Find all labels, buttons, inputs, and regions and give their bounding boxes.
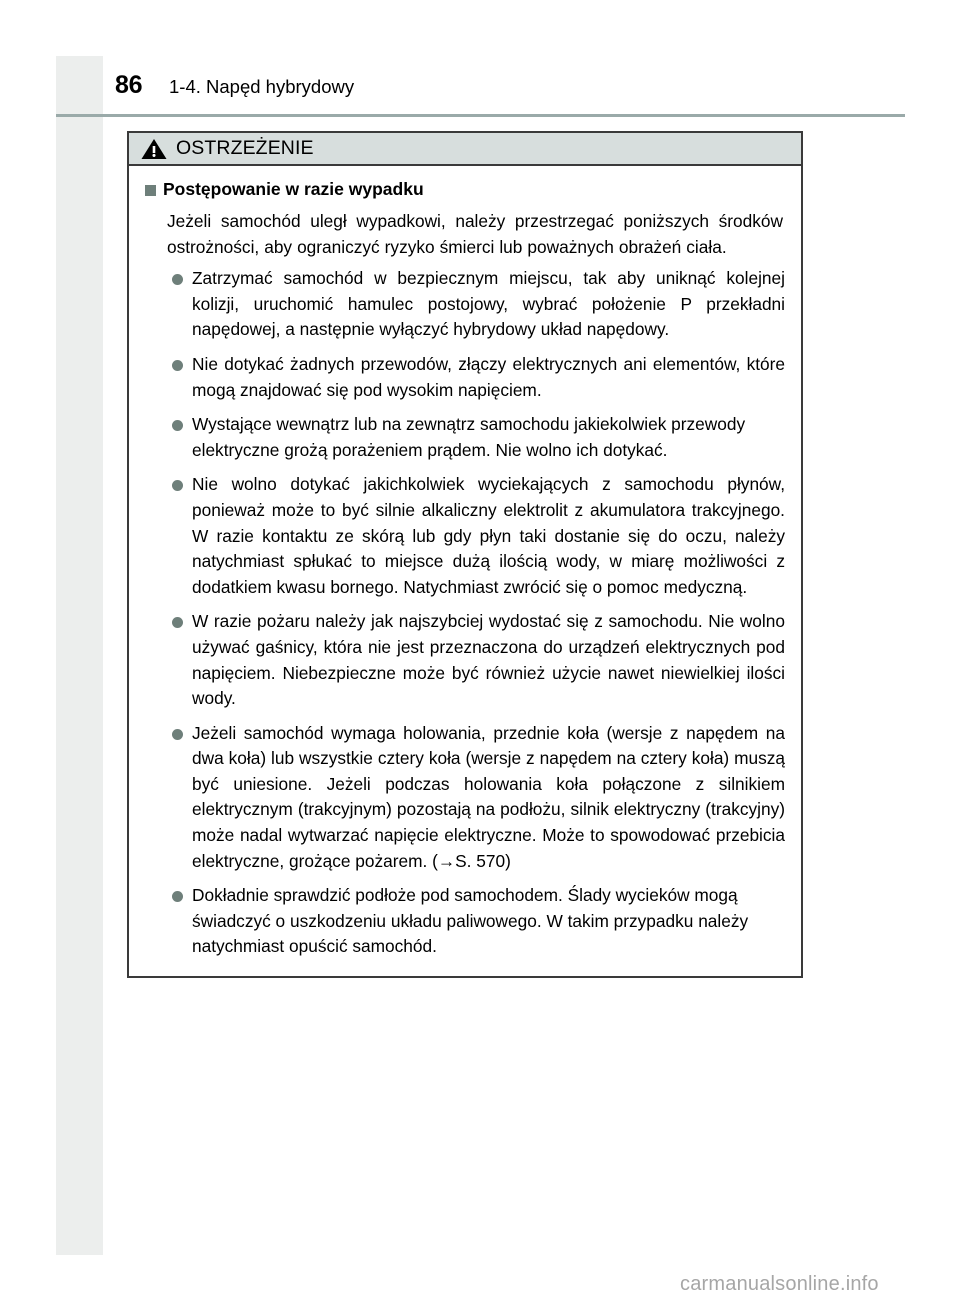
list-item-text: W razie pożaru należy jak najszybciej wydostać się z samochodu. Nie wolno używać gaśnicy, która nie jest przeznaczona do urządzeń elektrycznych pod napięciem. Niebezpieczne może być również użycie nawet niewielkiej ilości wody.	[192, 611, 785, 709]
round-bullet-icon	[172, 617, 183, 628]
list-item	[145, 266, 785, 343]
round-bullet-icon	[172, 360, 183, 371]
square-bullet-icon	[145, 185, 156, 196]
list-item	[145, 609, 785, 711]
list-item	[145, 352, 785, 403]
round-bullet-icon	[172, 274, 183, 285]
section-heading	[145, 179, 785, 200]
warning-triangle-icon	[141, 138, 167, 160]
intro-paragraph: Jeżeli samochód uległ wypadkowi, należy przestrzegać poniższych środków ostrożności, aby ograniczyć ryzyko śmierci lub poważnych obrażeń ciała.	[167, 211, 783, 257]
list-item-text: Zatrzymać samochód w bezpiecznym miejscu, tak aby uniknąć kolejnej kolizji, uruchomić hamulec postojowy, wybrać położenie P przekładni napędowej, a następnie wyłączyć hybrydowy układ napędowy.	[192, 268, 785, 340]
list-item-text: Wystające wewnątrz lub na zewnątrz samochodu jakiekolwiek przewody elektryczne grożą porażeniem prądem. Nie wolno ich dotykać.	[192, 414, 746, 460]
page-title: 1-4. Napęd hybrydowy	[169, 76, 355, 97]
list-item-text: Jeżeli samochód wymaga holowania, przednie koła (wersje z napędem na dwa koła) lub wszystkie cztery koła (wersje z napędem na cztery koła) muszą być uniesione. Jeżeli podczas holowania koła połączone z silnikiem elektrycznym (trakcyjnym) pozostają na podłożu, silnik elektryczny (trakcyjny) może nadal wytwarzać napięcie elektryczne. Może to spowodować przebicia elektryczne, grożące pożarem. (→S. 570)	[192, 722, 785, 871]
list-item	[145, 472, 785, 600]
round-bullet-icon	[172, 891, 183, 902]
list-item-text: Nie wolno dotykać jakichkolwiek wyciekających z samochodu płynów, ponieważ może to być silnie alkaliczny elektrolit z akumulatora trakcyjnego. W razie kontaktu ze skórą lub gdy płyn taki dostanie się do oczu, należy natychmiast spłukać to miejsce dużą ilością wody, w miarę możliwości z dodatkiem kwasu bornego. Natychmiast zwrócić się o pomoc medyczną.	[192, 474, 785, 597]
section-heading-label: Postępowanie w razie wypadku	[163, 179, 424, 199]
warning-box	[127, 131, 803, 978]
round-bullet-icon	[172, 729, 183, 740]
warning-bullet-list	[145, 266, 785, 960]
round-bullet-icon	[172, 480, 183, 491]
site-watermark: carmanualsonline.info	[680, 1273, 879, 1295]
header-divider	[56, 114, 905, 117]
page-header	[103, 56, 865, 112]
round-bullet-icon	[172, 420, 183, 431]
warning-box-header	[129, 133, 801, 166]
chapter-tab-strip	[56, 56, 103, 1255]
warning-header-label: OSTRZEŻENIE	[176, 136, 314, 159]
page-number: 86	[115, 71, 143, 99]
list-item	[145, 883, 785, 960]
list-item	[145, 412, 785, 463]
list-item-text: Nie dotykać żadnych przewodów, złączy elektrycznych ani elementów, które mogą znajdować się pod wysokim napięciem.	[192, 353, 785, 400]
warning-box-body	[129, 166, 801, 976]
list-item	[145, 721, 785, 875]
list-item-text: Dokładnie sprawdzić podłoże pod samochodem. Ślady wycieków mogą świadczyć o uszkodzeniu układu paliwowego. W takim przypadku należy natychmiast opuścić samochód.	[192, 885, 749, 957]
